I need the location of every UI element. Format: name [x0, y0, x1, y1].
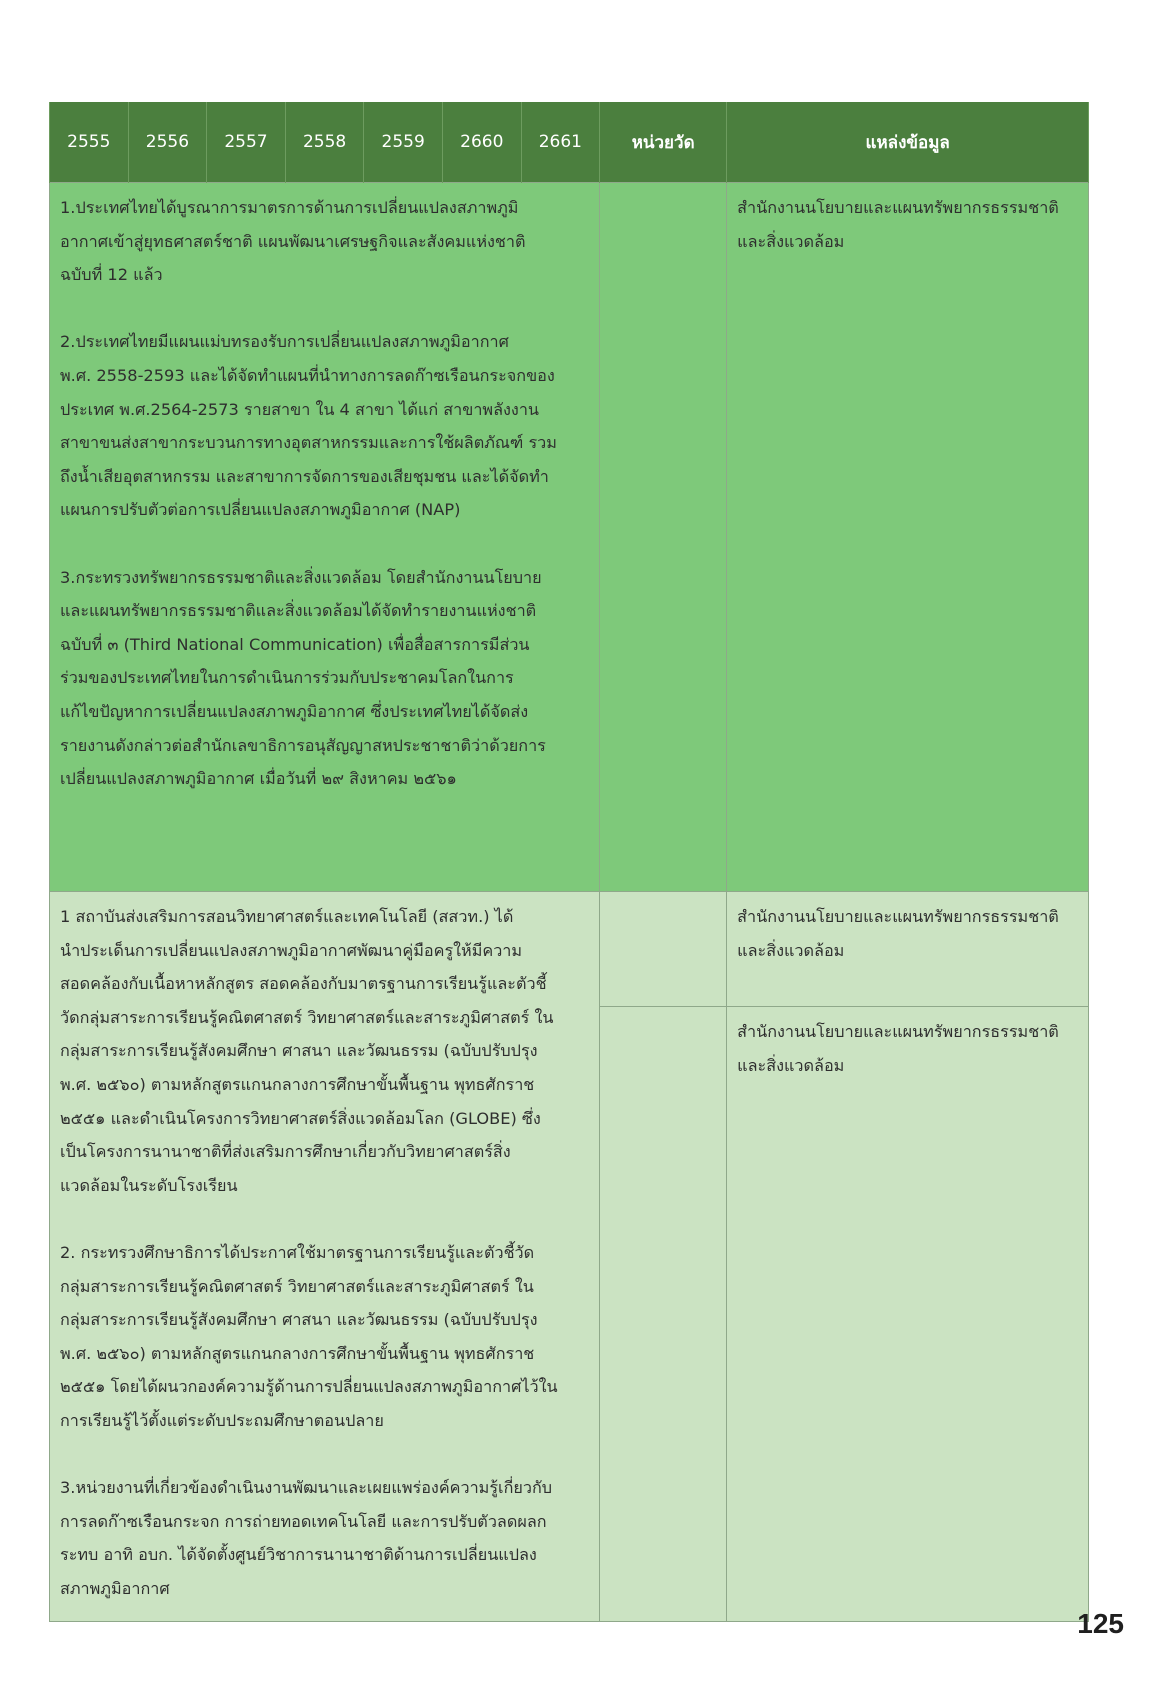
- row-b-source-text-top: สำนักงานนโยบายและแผนทรัพยากรธรรมชาติ และสิ่งแวดล้อม: [737, 907, 1059, 960]
- row-a-unit-cell: [600, 183, 727, 892]
- row-b-paragraph-2: 2. กระทรวงศึกษาธิการได้ประกาศใช้มาตรฐานการเรียนรู้และตัวชี้วัด กลุ่มสาระการเรียนรู้คณิตศาสตร์ วิทยาศาสตร์และสาระภูมิศาสตร์ ใน กลุ่มสาระการเรียนรู้สังคมศึกษา ศาสนา และวัฒนธรรม (ฉบับปรับปรุง พ.ศ. ๒๕๖๐) ตามหลักสูตรแกนกลางการศึกษาขั้นพื้นฐาน พุทธศักราช ๒๕๕๑ โดยได้ผนวกองค์ความรู้ด้านการปลี่ยนแปลงสภาพภูมิอากาศไว้ใน การเรียนรู้ไว้ตั้งแต่ระดับประถมศึกษาตอนปลาย: [60, 1242, 558, 1430]
- indicator-table: [49, 102, 1089, 1622]
- table-row: [50, 183, 1089, 892]
- row-b-source-cell-bottom: [727, 1007, 1089, 1622]
- row-b-unit-cell-bottom: [600, 1007, 727, 1622]
- header-year-2557: 2557: [207, 102, 286, 183]
- row-a-paragraph-2: 2.ประเทศไทยมีแผนแม่บทรองรับการเปลี่ยนแปลงสภาพภูมิอากาศ พ.ศ. 2558-2593 และได้จัดทำแผนที่นำทางการลดก๊าซเรือนกระจกของ ประเทศ พ.ศ.2564-2573 รายสาขา ใน 4 สาขา ได้แก่ สาขาพลังงาน สาขาขนส่งสาขากระบวนการทางอุตสาหกรรมและการใช้ผลิตภัณฑ์ รวม ถึงน้ำเสียอุตสาหกรรม และสาขาการจัดการของเสียชุมชน และได้จัดทำ แผนการปรับตัวต่อการเปลี่ยนแปลงสภาพภูมิอากาศ (NAP): [60, 332, 557, 520]
- header-year-2660: 2660: [442, 102, 521, 183]
- header-row: [50, 102, 1089, 183]
- row-a-results-cell: [50, 183, 600, 892]
- row-b-source-cell-top: [727, 892, 1089, 1007]
- header-year-2558: 2558: [285, 102, 364, 183]
- row-a-paragraph-3: 3.กระทรวงทรัพยากรธรรมชาติและสิ่งแวดล้อม โดยสำนักงานนโยบาย และแผนทรัพยากรธรรมชาติและสิ่งแวดล้อมได้จัดทำรายงานแห่งชาติ ฉบับที่ ๓ (Third National Communication) เพื่อสื่อสารการมีส่วน ร่วมของประเทศไทยในการดำเนินการร่วมกับประชาคมโลกในการ แก้ไขปัญหาการเปลี่ยนแปลงสภาพภูมิอากาศ ซึ่งประเทศไทยได้จัดส่ง รายงานดังกล่าวต่อสำนักเลขาธิการอนุสัญญาสหประชาชาติว่าด้วยการ เปลี่ยนแปลงสภาพภูมิอากาศ เมื่อวันที่ ๒๙ สิงหาคม ๒๕๖๑: [60, 567, 546, 789]
- header-year-2556: 2556: [128, 102, 207, 183]
- table-row: [50, 892, 1089, 1007]
- header-year-2559: 2559: [364, 102, 443, 183]
- header-year-2661: 2661: [521, 102, 600, 183]
- page-number: 125: [1077, 1608, 1124, 1639]
- row-a-source-text: สำนักงานนโยบายและแผนทรัพยากรธรรมชาติ และสิ่งแวดล้อม: [737, 198, 1059, 251]
- row-b-results-cell: [50, 892, 600, 1622]
- header-source: แหล่งข้อมูล: [727, 102, 1089, 183]
- row-a-source-cell: [727, 183, 1089, 892]
- row-a-paragraph-1: 1.ประเทศไทยได้บูรณาการมาตรการด้านการเปลี่ยนแปลงสภาพภูมิ อากาศเข้าสู่ยุทธศาสตร์ชาติ แผนพัฒนาเศรษฐกิจและสังคมแห่งชาติ ฉบับที่ 12 แล้ว: [60, 198, 526, 285]
- header-unit: หน่วยวัด: [600, 102, 727, 183]
- header-year-2555: 2555: [50, 102, 129, 183]
- row-b-source-text-bottom: สำนักงานนโยบายและแผนทรัพยากรธรรมชาติ และสิ่งแวดล้อม: [737, 1022, 1059, 1075]
- row-b-paragraph-3: 3.หน่วยงานที่เกี่ยวข้องดำเนินงานพัฒนาและเผยแพร่องค์ความรู้เกี่ยวกับ การลดก๊าซเรือนกระจก การถ่ายทอดเทคโนโลยี และการปรับตัวลดผลก ระทบ อาทิ อบก. ได้จัดตั้งศูนย์วิชาการนานาชาติด้านการเปลี่ยนแปลง สภาพภูมิอากาศ: [60, 1478, 553, 1598]
- row-b-unit-cell-top: [600, 892, 727, 1007]
- row-b-paragraph-1: 1 สถาบันส่งเสริมการสอนวิทยาศาสตร์และเทคโนโลยี (สสวท.) ได้ นำประเด็นการเปลี่ยนแปลงสภาพภูมิอากาศพัฒนาคู่มือครูให้มีความ สอดคล้องกับเนื้อหาหลักสูตร สอดคล้องกับมาตรฐานการเรียนรู้และตัวชี้ วัดกลุ่มสาระการเรียนรู้คณิตศาสตร์ วิทยาศาสตร์และสาระภูมิศาสตร์ ใน กลุ่มสาระการเรียนรู้สังคมศึกษา ศาสนา และวัฒนธรรม (ฉบับปรับปรุง พ.ศ. ๒๕๖๐) ตามหลักสูตรแกนกลางการศึกษาขั้นพื้นฐาน พุทธศักราช ๒๕๕๑ และดำเนินโครงการวิทยาศาสตร์สิ่งแวดล้อมโลก (GLOBE) ซึ่ง เป็นโครงการนานาชาติที่ส่งเสริมการศึกษาเกี่ยวกับวิทยาศาสตร์สิ่ง แวดล้อมในระดับโรงเรียน: [60, 907, 554, 1195]
